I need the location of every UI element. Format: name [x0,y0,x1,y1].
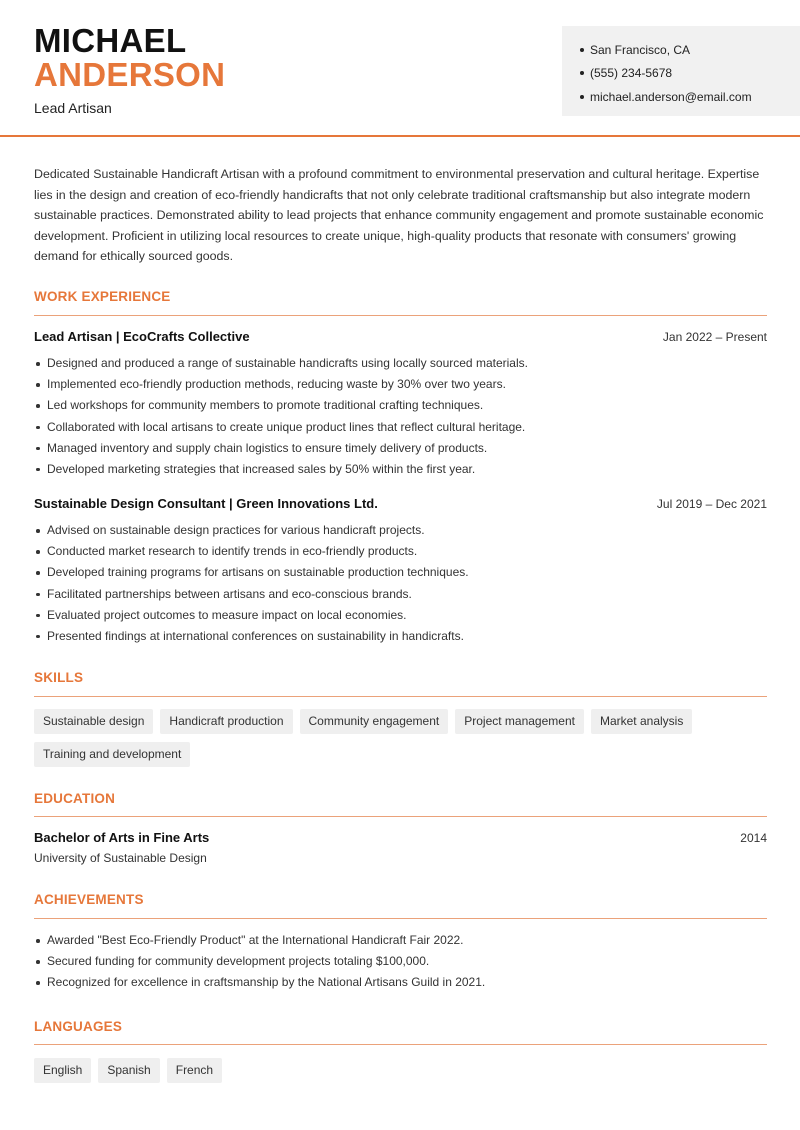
contact-email [580,85,800,109]
job-header [34,329,767,344]
list-item: Led workshops for community members to promote traditional crafting techniques. [34,395,767,416]
section-title-languages: LANGUAGES [34,1019,123,1034]
job-bullets [34,353,767,480]
education-header [34,830,767,845]
language-tags [34,1058,767,1083]
achievements-list [34,930,767,994]
list-item: Collaborated with local artisans to create unique product lines that reflect cultural heritage. [34,417,767,438]
list-item: Recognized for excellence in craftsmanship by the National Artisans Guild in 2021. [34,972,767,993]
skill-tag: Community engagement [300,709,449,734]
section-divider [34,1044,767,1045]
section-divider [34,816,767,817]
section-title-work-experience: WORK EXPERIENCE [34,289,171,304]
language-tag: English [34,1058,91,1083]
section-divider [34,918,767,919]
list-item: Developed training programs for artisans on sustainable production techniques. [34,562,767,583]
bullet-icon [580,71,584,75]
list-item: Presented findings at international conferences on sustainability in handicrafts. [34,626,767,647]
contact-box [562,26,800,116]
contact-phone [580,62,800,86]
bullet-icon [580,95,584,99]
list-item: Evaluated project outcomes to measure impact on local economies. [34,605,767,626]
section-divider [34,696,767,697]
job-bullets [34,520,767,647]
job-title: Lead Artisan [34,100,112,116]
graduation-year: 2014 [740,830,767,845]
list-item: Implemented eco-friendly production methods, reducing waste by 30% over two years. [34,374,767,395]
skill-tag: Project management [455,709,584,734]
contact-location-text: San Francisco, CA [590,42,691,57]
section-title-education: EDUCATION [34,791,116,806]
list-item: Secured funding for community development projects totaling $100,000. [34,951,767,972]
job-role: Sustainable Design Consultant | Green Innovations Ltd. [34,496,378,511]
list-item: Designed and produced a range of sustainable handicrafts using locally sourced materials. [34,353,767,374]
first-name: MICHAEL [34,22,187,59]
job-role: Lead Artisan | EcoCrafts Collective [34,329,250,344]
list-item: Developed marketing strategies that increased sales by 50% within the first year. [34,459,767,480]
language-tag: Spanish [98,1058,159,1083]
job-header [34,496,767,511]
bullet-icon [580,48,584,52]
contact-phone-text: (555) 234-5678 [590,66,673,81]
list-item: Managed inventory and supply chain logistics to ensure timely delivery of products. [34,438,767,459]
skill-tag: Market analysis [591,709,692,734]
section-divider [34,315,767,316]
section-title-achievements: ACHIEVEMENTS [34,892,144,907]
school-name: University of Sustainable Design [34,851,207,865]
list-item: Facilitated partnerships between artisans and eco-conscious brands. [34,584,767,605]
language-tag: French [167,1058,222,1083]
list-item: Advised on sustainable design practices for various handicraft projects. [34,520,767,541]
contact-location [580,38,800,62]
skill-tag: Handicraft production [160,709,292,734]
degree: Bachelor of Arts in Fine Arts [34,830,210,845]
last-name: ANDERSON [34,56,226,93]
skills-tags [34,709,767,767]
section-title-skills: SKILLS [34,670,84,685]
job-dates: Jul 2019 – Dec 2021 [656,496,767,511]
job-dates: Jan 2022 – Present [662,329,767,344]
skill-tag: Training and development [34,742,190,767]
skill-tag: Sustainable design [34,709,153,734]
resume-header [0,0,800,137]
list-item: Conducted market research to identify trends in eco-friendly products. [34,541,767,562]
list-item: Awarded "Best Eco-Friendly Product" at the International Handicraft Fair 2022. [34,930,767,951]
professional-summary: Dedicated Sustainable Handicraft Artisan with a profound commitment to environmental preservation and cultural heritage. Expertise lies in the design and creation of eco-friendly handicrafts that not only celebrate traditional craftsmanship but also integrate modern sustainable practices. Demonstrated ability to lead projects that enhance community engagement and promote sustainable economic development. Proficient in utilizing local resources to create unique, high-quality products that resonate with consumers' growing demand for ethically sourced goods. [34,167,764,264]
contact-email-text: michael.anderson@email.com [590,89,752,104]
